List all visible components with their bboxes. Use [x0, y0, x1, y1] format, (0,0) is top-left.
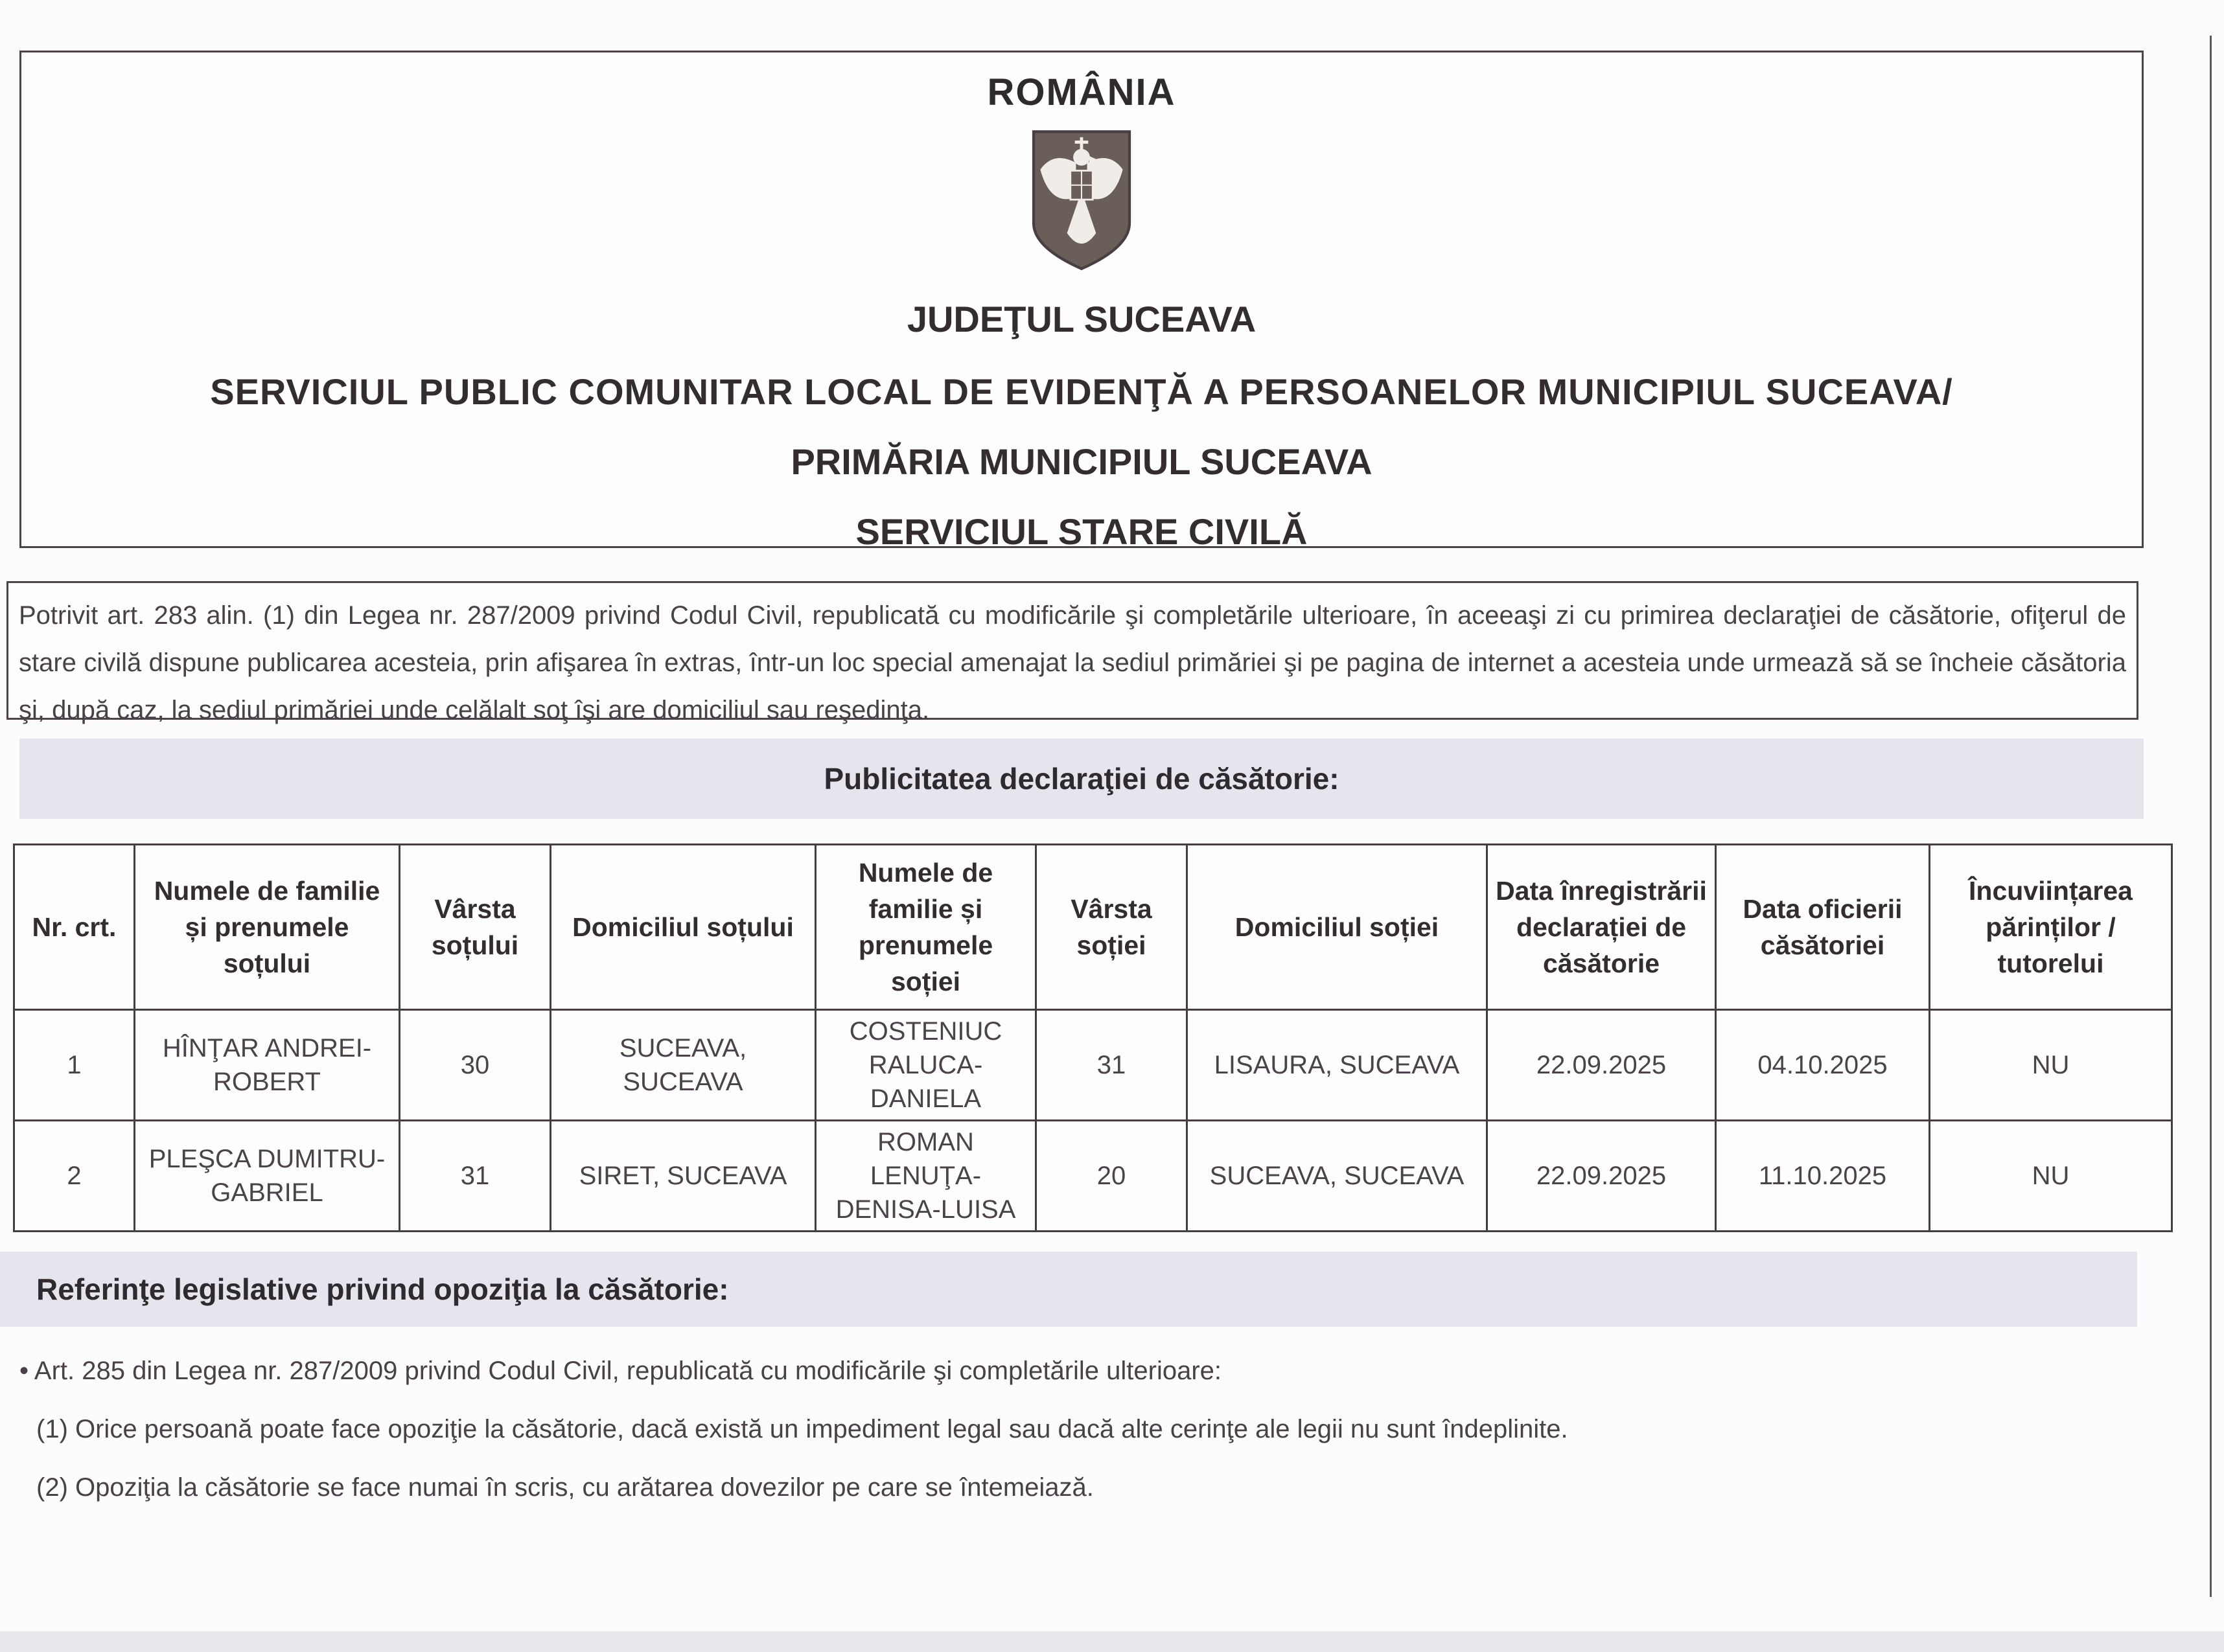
- cell-wife-age: 20: [1036, 1121, 1187, 1232]
- cell-husband-age: 30: [400, 1010, 551, 1121]
- reference-line: [19, 1354, 2210, 1388]
- reference-text: (2) Opoziţia la căsătorie se face numai în scris, cu arătarea dovezilor pe care se întemeiază.: [36, 1473, 1094, 1502]
- reference-text: (1) Orice persoană poate face opoziţie la căsătorie, dacă există un impediment legal sau dacă alte cerinţe ale legii nu sunt îndeplinite.: [36, 1415, 1568, 1443]
- cell-wife-domicile: SUCEAVA, SUCEAVA: [1187, 1121, 1487, 1232]
- cell-parental-consent: NU: [1930, 1121, 2172, 1232]
- header-cell-ceremony-date: Data oficierii căsătoriei: [1716, 845, 1930, 1010]
- cell-registration-date: 22.09.2025: [1487, 1010, 1716, 1121]
- cell-ceremony-date: 11.10.2025: [1716, 1121, 1930, 1232]
- cell-husband-name: HÎNŢAR ANDREI-ROBERT: [135, 1010, 400, 1121]
- cell-wife-name: ROMAN LENUŢA-DENISA-LUISA: [816, 1121, 1036, 1232]
- cell-nr-crt: 1: [14, 1010, 135, 1121]
- table-row: [14, 1010, 2172, 1121]
- cell-wife-age: 31: [1036, 1010, 1187, 1121]
- publicity-section-band: [19, 739, 2144, 819]
- romania-coat-of-arms-icon: [1026, 128, 1137, 275]
- cell-wife-domicile: LISAURA, SUCEAVA: [1187, 1010, 1487, 1121]
- header-cell-wife-name: Numele de familie și prenumele soției: [816, 845, 1036, 1010]
- reference-line: [19, 1471, 2210, 1504]
- table-header-row: [14, 845, 2172, 1010]
- institution-line-service: SERVICIUL PUBLIC COMUNITAR LOCAL DE EVIDENŢĂ A PERSOANELOR MUNICIPIUL SUCEAVA/: [210, 371, 1953, 412]
- reference-text: Art. 285 din Legea nr. 287/2009 privind Codul Civil, republicată cu modificările şi completările ulterioare:: [34, 1357, 1222, 1385]
- cell-registration-date: 22.09.2025: [1487, 1121, 1716, 1232]
- institution-line-cityhall: PRIMĂRIA MUNICIPIUL SUCEAVA: [791, 441, 1373, 482]
- cell-husband-domicile: SUCEAVA, SUCEAVA: [551, 1010, 816, 1121]
- header-cell-husband-age: Vârsta soțului: [400, 845, 551, 1010]
- references-section-title: Referinţe legislative privind opoziţia la căsătorie:: [36, 1272, 729, 1306]
- document-header-box: [19, 51, 2144, 552]
- bullet-icon: •: [19, 1357, 29, 1385]
- publicity-section-title: Publicitatea declaraţiei de căsătorie:: [824, 762, 1339, 796]
- table-row: [14, 1121, 2172, 1232]
- legal-basis-paragraph: Potrivit art. 283 alin. (1) din Legea nr. 287/2009 privind Codul Civil, republicată cu modificările şi completările ulterioare, în aceeaşi zi cu primirea declaraţiei de căsătorie, ofiţerul de stare civilă dispune publicarea acesteia, prin afişarea în extras, într-un loc special amenajat la sediul primăriei şi pe pagina de internet a acesteia unde urmează să se încheie căsătoria şi, după caz, la sediul primăriei unde celălalt soţ îşi are domiciliul sau reşedinţa.: [6, 581, 2138, 720]
- header-cell-nr-crt: Nr. crt.: [14, 845, 135, 1010]
- header-cell-wife-age: Vârsta soției: [1036, 845, 1187, 1010]
- cell-parental-consent: NU: [1930, 1010, 2172, 1121]
- header-cell-husband-name: Numele de familie și prenumele soțului: [135, 845, 400, 1010]
- scan-page-edge-line: [2210, 36, 2212, 1597]
- institution-line-civil-status: SERVICIUL STARE CIVILĂ: [855, 511, 1308, 552]
- header-cell-parental-consent: Încuviințarea părinților / tutorelui: [1930, 845, 2172, 1010]
- scan-bottom-strip: [0, 1631, 2224, 1652]
- legislative-references: [19, 1354, 2210, 1529]
- cell-wife-name: COSTENIUC RALUCA-DANIELA: [816, 1010, 1036, 1121]
- cell-ceremony-date: 04.10.2025: [1716, 1010, 1930, 1121]
- cell-husband-name: PLEŞCA DUMITRU-GABRIEL: [135, 1121, 400, 1232]
- references-section-band: [0, 1252, 2137, 1327]
- marriage-declarations-table: [13, 843, 2173, 1232]
- header-cell-wife-domicile: Domiciliul soției: [1187, 845, 1487, 1010]
- country-title: ROMÂNIA: [987, 71, 1176, 113]
- cell-husband-domicile: SIRET, SUCEAVA: [551, 1121, 816, 1232]
- reference-line: [19, 1412, 2210, 1446]
- cell-nr-crt: 2: [14, 1121, 135, 1232]
- header-cell-registration-date: Data înregistrării declarației de căsătorie: [1487, 845, 1716, 1010]
- cell-husband-age: 31: [400, 1121, 551, 1232]
- header-cell-husband-domicile: Domiciliul soțului: [551, 845, 816, 1010]
- institution-line-county: JUDEŢUL SUCEAVA: [907, 299, 1257, 339]
